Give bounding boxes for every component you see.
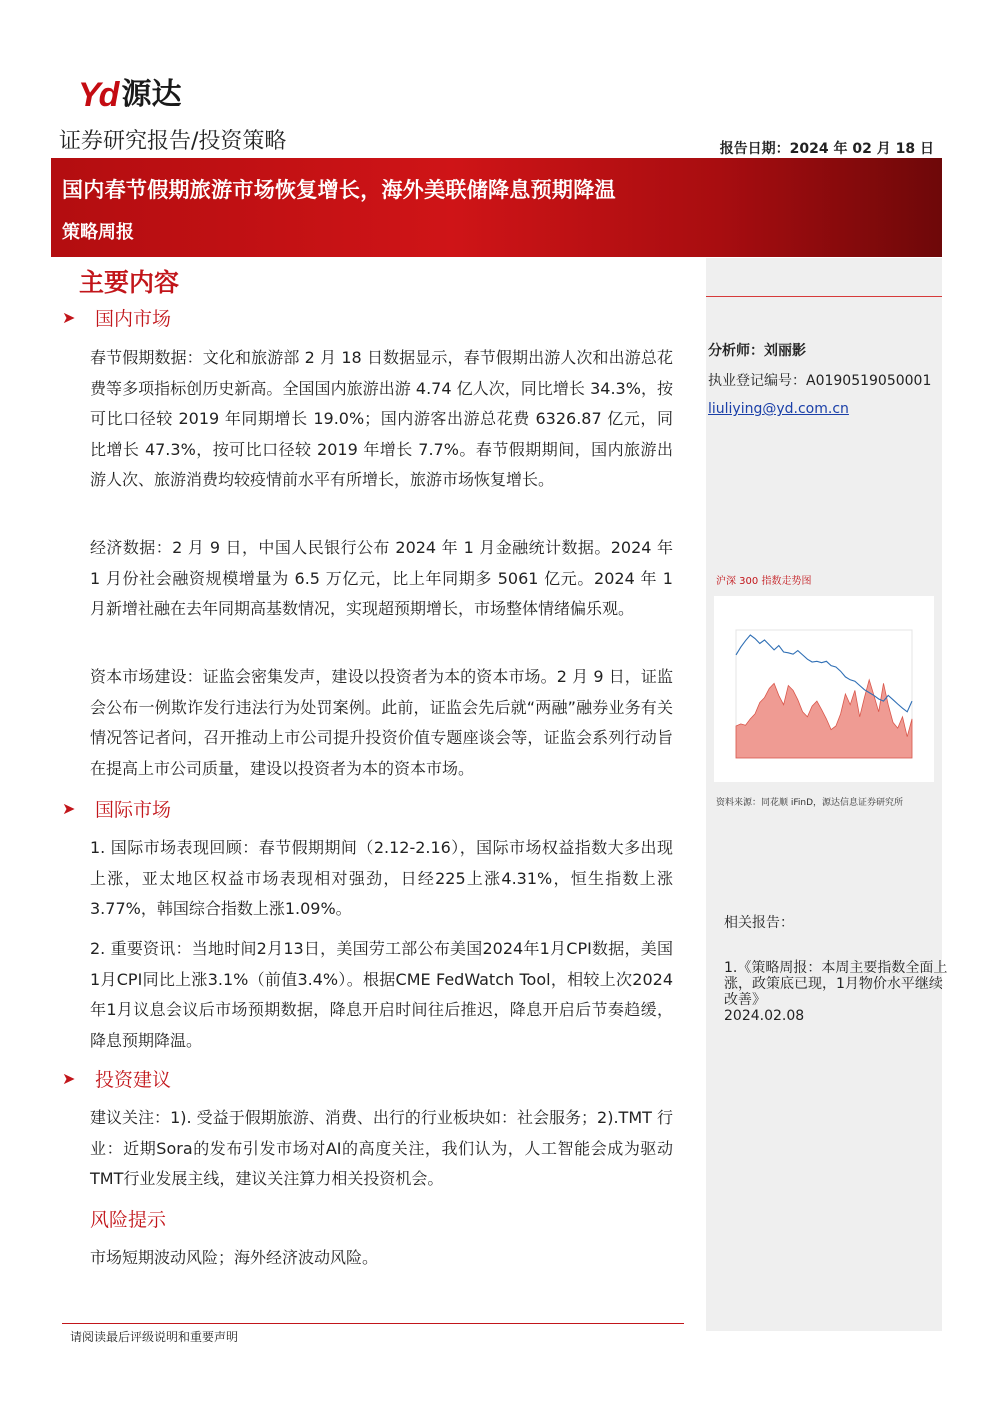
chart-source: 资料来源：同花顺 iFinD，源达信息证券研究所 <box>716 798 904 808</box>
analyst-email-link[interactable]: liuliying@yd.com.cn <box>708 401 849 417</box>
section-label: 国内市场 <box>95 308 172 330</box>
chevron-right-icon: ➤ <box>62 308 76 327</box>
document-type: 证券研究报告/投资策略 <box>59 129 287 154</box>
paragraph: 1. 国际市场表现回顾：春节假期期间（2.12-2.16），国际市场权益指数大多出现上涨，亚太地区权益市场表现相对强劲，日经225上涨4.31%，恒生指数上涨3.77%，韩国综合指数上涨1.09%。 <box>90 838 673 918</box>
related-report-link[interactable] <box>724 960 948 1024</box>
section-label: 投资建议 <box>95 1069 172 1091</box>
title-banner <box>51 158 942 257</box>
related-report-date: 2024.02.08 <box>724 1008 805 1024</box>
paragraph: 资本市场建设：证监会密集发声，建设以投资者为本的资本市场。2 月 9 日，证监会公布一例欺诈发行违法行为处罚案例。此前，证监会先后就“两融”融券业务有关情况答记者问，召开推动上市公司提升投资价值专题座谈会等，证监会系列行动旨在提高上市公司质量，建设以投资者为本的资本市场。 <box>90 667 673 778</box>
logo-mark: Yd <box>78 76 118 114</box>
index-trend-chart <box>714 596 934 782</box>
related-reports-title: 相关报告： <box>724 915 794 931</box>
paragraph: 春节假期数据：文化和旅游部 2 月 18 日数据显示，春节假期出游人次和出游总花费等多项指标创历史新高。全国国内旅游出游 4.74 亿人次，同比增长 34.3%，按可比口径较 2019 年同期增长 19.0%；国内游客出游总花费 6326.87 亿元，同比增长 47.3%，按可比口径较 2019 年增长 7.7%。春节假期期间，国内旅游出游人次、旅游消费均较疫情前水平有所增长，旅游市场恢复增长。 <box>90 348 673 489</box>
section-label: 国际市场 <box>95 799 172 821</box>
section-heading-advice <box>62 1065 171 1092</box>
paragraph: 2. 重要资讯：当地时间2月13日，美国劳工部公布美国2024年1月CPI数据，美国1月CPI同比上涨3.1%（前值3.4%）。根据CME FedWatch Tool，相较上次2024年1月议息会议后市场预期数据，降息开启时间往后推迟，降息开启后节奏趋缓，降息预期降温。 <box>90 939 673 1050</box>
analyst-name: 分析师：刘丽影 <box>708 343 806 359</box>
report-subtitle: 策略周报 <box>62 222 134 243</box>
brand-logo <box>78 78 181 112</box>
paragraph: 建议关注：1). 受益于假期旅游、消费、出行的行业板块如：社会服务；2).TMT 行业：近期Sora的发布引发市场对AI的高度关注，我们认为，人工智能会成为驱动TMT行业发展主线，建议关注算力相关投资机会。 <box>90 1108 673 1188</box>
sidebar-divider <box>706 296 942 297</box>
related-report-text: 1.《策略周报：本周主要指数全面上涨，政策底已现，1月物价水平继续改善》 <box>724 960 948 1008</box>
footer-note: 请阅读最后评级说明和重要声明 <box>70 1330 239 1344</box>
report-title: 国内春节假期旅游市场恢复增长，海外美联储降息预期降温 <box>62 178 616 202</box>
chevron-right-icon: ➤ <box>62 799 76 818</box>
section-heading-domestic <box>62 304 171 331</box>
registration-number: 执业登记编号：A0190519050001 <box>708 373 932 389</box>
report-date: 报告日期：2024 年 02 月 18 日 <box>719 141 934 157</box>
risk-text: 市场短期波动风险；海外经济波动风险。 <box>90 1248 379 1267</box>
risk-heading: 风险提示 <box>90 1209 167 1231</box>
chart-title: 沪深 300 指数走势图 <box>716 576 812 587</box>
series-area <box>736 680 912 758</box>
footer-divider <box>62 1323 684 1324</box>
section-heading-international <box>62 795 171 822</box>
chevron-right-icon: ➤ <box>62 1069 76 1088</box>
chart-svg <box>714 596 934 782</box>
logo-text: 源达 <box>121 77 182 112</box>
paragraph: 经济数据：2 月 9 日，中国人民银行公布 2024 年 1 月金融统计数据。2024 年 1 月份社会融资规模增量为 6.5 万亿元，比上年同期多 5061 亿元。2024 年 1 月新增社融在去年同期高基数情况，实现超预期增长，市场整体情绪偏乐观。 <box>90 538 673 618</box>
main-heading: 主要内容 <box>79 268 180 297</box>
